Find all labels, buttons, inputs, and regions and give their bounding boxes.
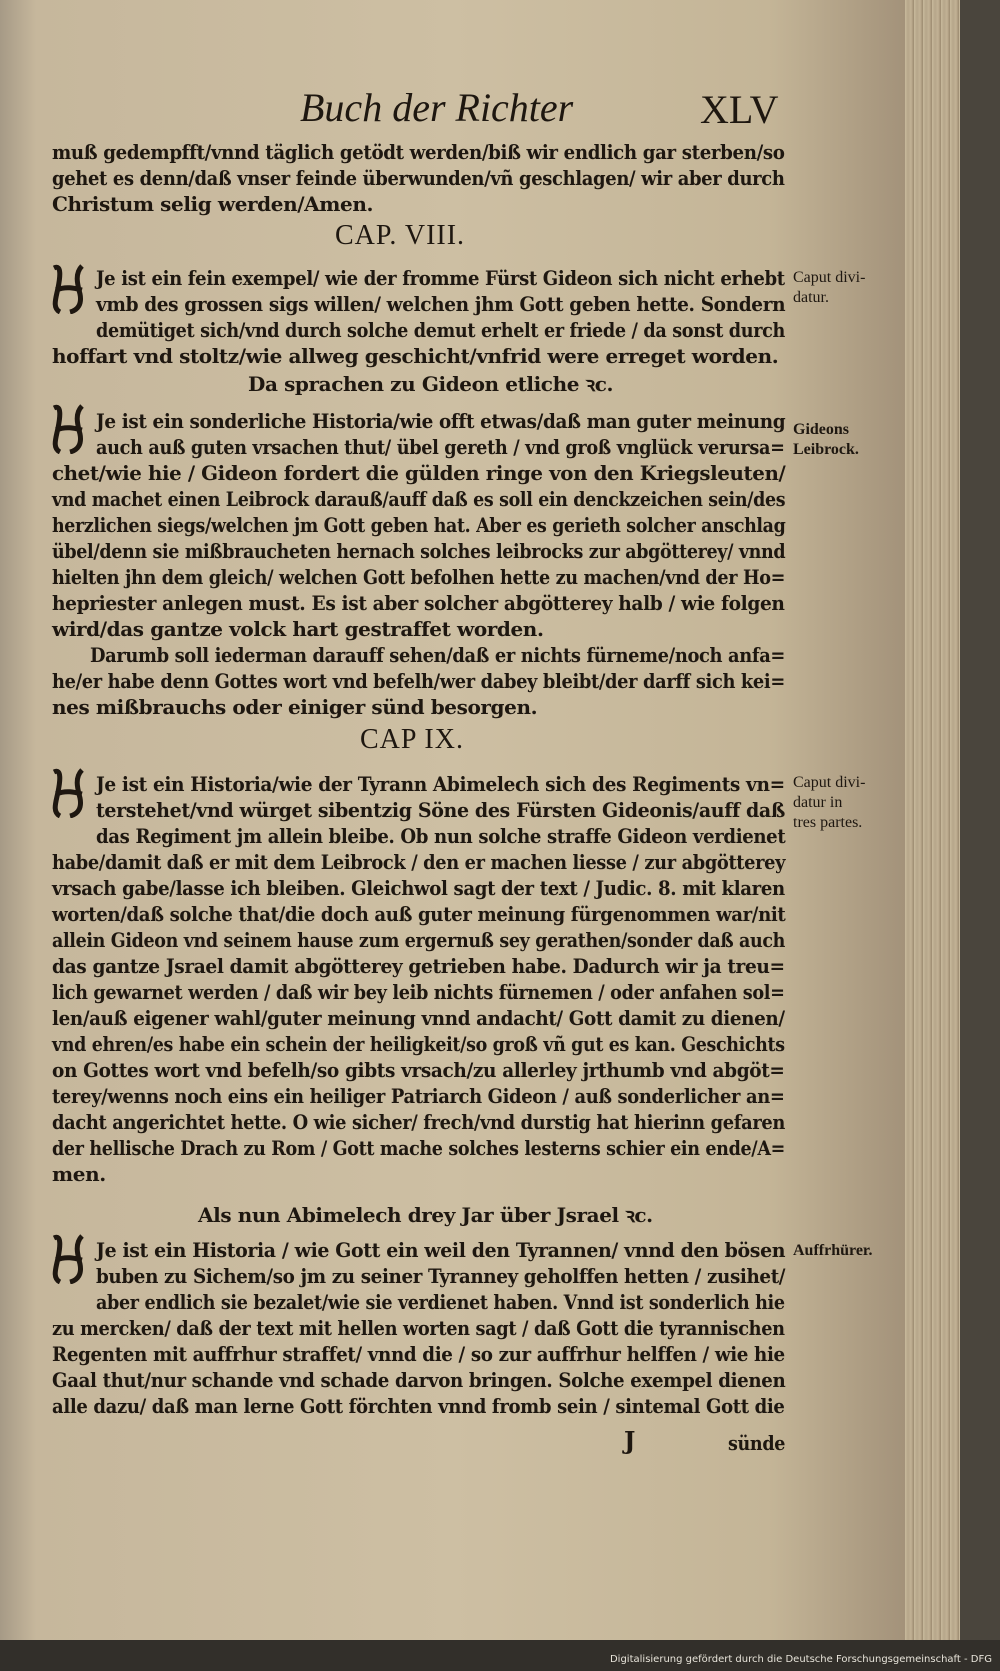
- text-line: übel/denn sie mißbraucheten hernach solches leibrocks zur abgötterey/ vnnd: [52, 539, 786, 563]
- chapter-heading: CAP IX.: [360, 724, 464, 755]
- initial-h: [48, 264, 92, 314]
- text-line: vnd machet einen Leibrock darauß/auff daß es soll ein denckzeichen sein/des: [52, 487, 786, 511]
- text-line: vrsach gabe/lasse ich bleiben. Gleichwol sagt der text / Judic. 8. mit klaren: [52, 876, 785, 900]
- section-subheading: Als nun Abimelech drey Jar über Jsrael ꝛc.: [198, 1203, 653, 1227]
- text-line: Je ist ein Historia / wie Gott ein weil den Tyrannen/ vnnd den bösen: [96, 1238, 786, 1262]
- text-line: Je ist ein fein exempel/ wie der fromme Fürst Gideon sich nicht erhebt: [96, 266, 785, 290]
- text-line: Regenten mit auffrhur straffet/ vnnd die / so zur auffrhur helffen / wie hie: [52, 1342, 785, 1366]
- text-line: lich gewarnet werden / daß wir bey leib nichts fürnemen / oder anfahen sol=: [52, 980, 785, 1004]
- text-line: terstehet/vnd würget sibentzig Söne des Fürsten Gideonis/auff daß: [96, 798, 785, 822]
- text-line: aber endlich sie bezalet/wie sie verdienet haben. Vnnd ist sonderlich hie: [96, 1290, 785, 1314]
- text-line: auch auß guten vrsachen thut/ übel gereth / vnd groß vnglück verursa=: [96, 435, 785, 459]
- text-line: alle dazu/ daß man lerne Gott förchten vnnd fromb sein / sintemal Gott die: [52, 1394, 785, 1418]
- text-line: Christum selig werden/Amen.: [52, 192, 374, 216]
- text-line: Darumb soll iederman darauff sehen/daß er nichts fürneme/noch anfa=: [90, 643, 786, 667]
- text-line: wird/das gantze volck hart gestraffet worden.: [52, 617, 544, 641]
- text-line: he/er habe denn Gottes wort vnd befelh/wer dabey bleibt/der darff sich kei=: [52, 669, 785, 693]
- marginal-note: Gideons Leibrock.: [793, 421, 859, 458]
- section-subheading: Da sprachen zu Gideon etliche ꝛc.: [248, 372, 614, 396]
- text-line: das Regiment jm allein bleibe. Ob nun solche straffe Gideon verdienet: [96, 824, 786, 848]
- initial-h: [48, 404, 92, 454]
- marginal-note: Auffrhürer.: [793, 1242, 873, 1259]
- text-line: vnd ehren/es habe ein schein der heiligkeit/so groß vñ gut es kan. Geschichts: [52, 1032, 785, 1056]
- catchword: sünde: [728, 1431, 786, 1455]
- text-line: buben zu Sichem/so jm zu seiner Tyranney geholffen hetten / zusihet/: [96, 1264, 786, 1288]
- text-line: Je ist ein sonderliche Historia/wie offt etwas/daß man guter meinung: [96, 409, 786, 433]
- running-head: Buch der Richter: [300, 85, 574, 130]
- initial-h: [48, 768, 92, 818]
- text-line: chet/wie hie / Gideon fordert die gülden ringe von den Kriegsleuten/: [52, 461, 786, 485]
- digitization-credit: Digitalisierung gefördert durch die Deutsche Forschungsgemeinschaft - DFG: [609, 1654, 992, 1665]
- text-line: gehet es denn/daß vnser feinde überwunden/vñ geschlagen/ wir aber durch: [52, 166, 785, 190]
- edge-shadow: [960, 0, 1000, 1671]
- text-line: worten/daß solche that/die doch auß guter meinung fürgenommen war/nit: [52, 902, 786, 926]
- marginal-note: Caput divi- datur in tres partes.: [793, 774, 866, 831]
- text-line: hoffart vnd stoltz/wie allweg geschicht/vnfrid were erreget worden.: [52, 344, 779, 368]
- text-line: on Gottes wort vnd befelh/so gibts vrsach/zu allerley jrthumb vnd abgöt=: [52, 1058, 785, 1082]
- text-line: nes mißbrauchs oder einiger sünd besorgen.: [52, 695, 538, 719]
- text-line: terey/wenns noch eins ein heiliger Patriarch Gideon / auß sonderlicher an=: [52, 1084, 785, 1108]
- signature-mark: J: [624, 1426, 635, 1455]
- text-line: herzlichen siegs/welchen jm Gott geben hat. Aber es gerieth solcher anschlag: [52, 513, 786, 537]
- text-line: len/auß eigener wahl/guter meinung vnnd andacht/ Gott damit zu dienen/: [52, 1006, 785, 1030]
- text-line: vmb des grossen sigs willen/ welchen jhm Gott geben hette. Sondern: [96, 292, 786, 316]
- folio-number: XLV: [700, 87, 779, 132]
- text-line: der hellische Drach zu Rom / Gott mache solches lesterns schier ein ende/A=: [52, 1136, 785, 1160]
- text-line: habe/damit daß er mit dem Leibrock / den er machen liesse / zur abgötterey: [52, 850, 786, 874]
- text-line: muß gedempfft/vnnd täglich getödt werden/biß wir endlich gar sterben/so: [52, 140, 785, 164]
- marginal-note: Caput divi- datur.: [793, 269, 866, 306]
- text-line: dacht angerichtet hette. O wie sicher/ frech/vnd durstig hat hierinn gefaren: [52, 1110, 785, 1134]
- text-line: hepriester anlegen must. Es ist aber solcher abgötterey halb / wie folgen: [52, 591, 785, 615]
- chapter-heading: CAP. VIII.: [335, 220, 466, 251]
- text-line: men.: [52, 1162, 106, 1186]
- text-line: Gaal thut/nur schande vnd schade darvon bringen. Solche exempel dienen: [52, 1368, 786, 1392]
- text-line: das gantze Jsrael damit abgötterey getrieben habe. Dadurch wir ja treu=: [52, 954, 785, 978]
- text-line: Je ist ein Historia/wie der Tyrann Abimelech sich des Regiments vn=: [96, 772, 785, 796]
- text-line: demütiget sich/vnd durch solche demut erhelt er friede / da sonst durch: [96, 318, 785, 342]
- text-line: hielten jhn dem gleich/ welchen Gott befolhen hette zu machen/vnd der Ho=: [52, 565, 786, 589]
- initial-h: [48, 1234, 92, 1284]
- text-line: zu mercken/ daß der text mit hellen worten sagt / daß Gott die tyrannischen: [52, 1316, 785, 1340]
- text-line: allein Gideon vnd seinem hause zum ergernuß sey gerathen/sonder daß auch: [52, 928, 786, 952]
